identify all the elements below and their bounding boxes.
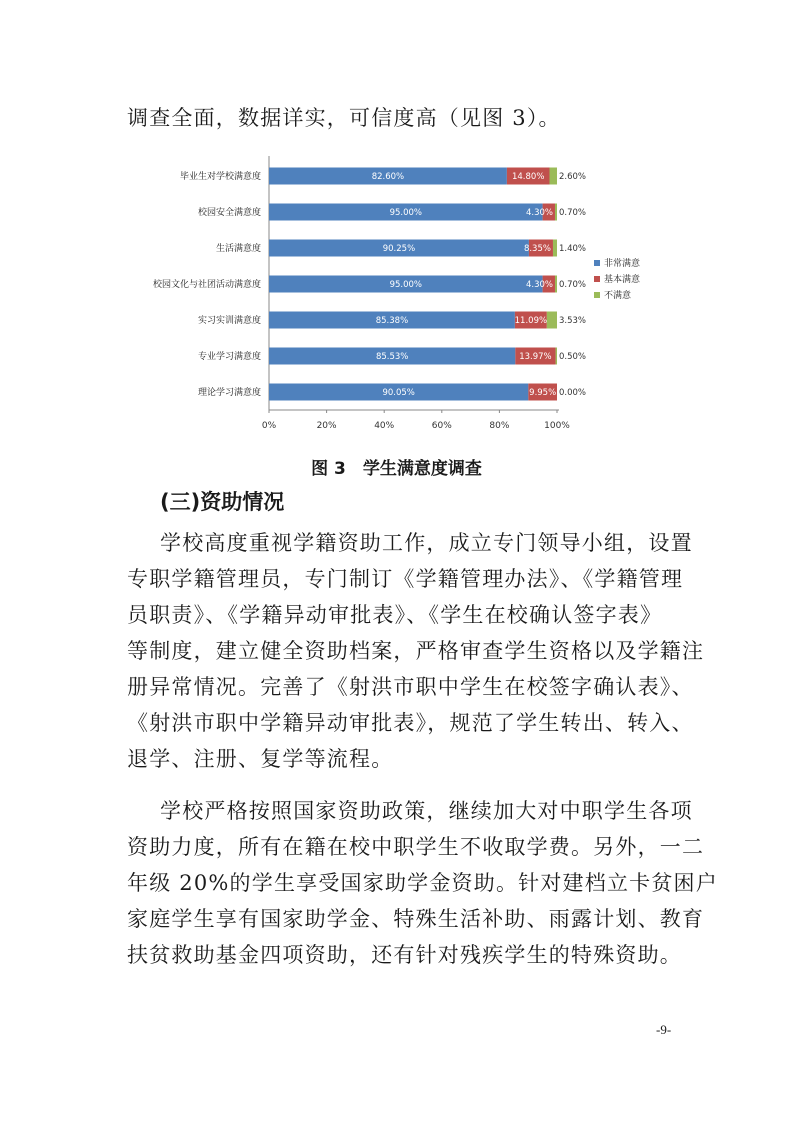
data-label: 4.30% (525, 280, 553, 290)
paragraph-line: 专职学籍管理员，专门制订《学籍管理办法》、《学籍管理 (127, 567, 684, 591)
data-label: 1.40% (559, 244, 587, 254)
data-label: 85.38% (375, 316, 409, 326)
paragraph-line: 年级 20%的学生享受国家助学金资助。针对建档立卡贫困户 (127, 871, 718, 895)
bar-segment (553, 240, 557, 257)
legend-swatch (594, 292, 600, 298)
data-label: 3.53% (559, 316, 587, 326)
data-label: 13.97% (519, 352, 552, 362)
intro-line: 调查全面，数据详实，可信度高（见图 3）。 (127, 106, 561, 130)
x-tick-label: 100% (544, 421, 570, 431)
category-label: 专业学习满意度 (197, 352, 261, 362)
paragraph-line: 学校高度重视学籍资助工作，成立专门领导小组，设置 (160, 531, 693, 555)
data-label: 85.53% (375, 352, 409, 362)
data-label: 9.95% (529, 388, 557, 398)
category-label: 实习实训满意度 (197, 316, 261, 326)
data-label: 11.09% (514, 316, 548, 326)
page-number: -9- (656, 1022, 672, 1037)
x-tick-label: 40% (374, 421, 395, 431)
category-label: 理论学习满意度 (197, 388, 261, 398)
paragraph-line: 学校严格按照国家资助政策，继续加大对中职学生各项 (160, 799, 693, 823)
x-tick-label: 20% (316, 421, 337, 431)
paragraph-line: 等制度，建立健全资助档案，严格审查学生资格以及学籍注 (127, 639, 705, 663)
paragraph-line: 扶贫救助基金四项资助，还有针对残疾学生的特殊资助。 (127, 943, 682, 967)
data-label: 90.25% (382, 244, 416, 254)
data-label: 8.35% (523, 244, 551, 254)
paragraph-line: 资助力度，所有在籍在校中职学生不收取学费。另外，一二 (127, 835, 705, 859)
data-label: 90.05% (382, 388, 415, 398)
category-label: 生活满意度 (215, 244, 261, 254)
data-label: 2.60% (559, 172, 587, 182)
legend-label: 非常满意 (604, 259, 641, 269)
data-label: 14.80% (511, 172, 545, 182)
paragraph-line: 退学、注册、复学等流程。 (127, 747, 394, 771)
data-label: 0.00% (559, 388, 587, 398)
paragraph-line: 家庭学生享有国家助学金、特殊生活补助、雨露计划、教育 (127, 907, 705, 931)
paragraph-line: 员职责》、《学籍异动审批表》、《学生在校确认签字表》 (127, 603, 663, 627)
data-label: 0.50% (559, 352, 587, 362)
data-label: 4.30% (525, 208, 553, 218)
category-label: 校园安全满意度 (197, 208, 261, 218)
legend-label: 基本满意 (604, 275, 641, 285)
bar-segment (547, 312, 557, 329)
category-label: 毕业生对学校满意度 (179, 172, 261, 182)
section-heading: (三)资助情况 (160, 490, 285, 514)
data-label: 0.70% (559, 280, 587, 290)
legend-label: 不满意 (604, 291, 632, 301)
legend-swatch (594, 260, 600, 266)
bar-segment (555, 276, 557, 293)
data-label: 95.00% (389, 208, 423, 218)
x-tick-label: 60% (431, 421, 452, 431)
x-tick-label: 0% (261, 421, 277, 431)
category-label: 校园文化与社团活动满意度 (152, 280, 261, 290)
bar-segment (555, 204, 557, 221)
satisfaction-chart (128, 150, 648, 435)
bar-segment (556, 348, 557, 365)
x-tick-label: 80% (489, 421, 510, 431)
paragraph-line: 《射洪市职中学籍异动审批表》，规范了学生转出、转入、 (127, 711, 694, 735)
figure-caption: 图 3 学生满意度调查 (311, 459, 482, 479)
legend-swatch (594, 276, 600, 282)
bar-segment (550, 168, 557, 185)
data-label: 95.00% (389, 280, 423, 290)
data-label: 0.70% (559, 208, 587, 218)
data-label: 82.60% (371, 172, 405, 182)
paragraph-line: 册异常情况。完善了《射洪市职中学生在校签字确认表》、 (127, 675, 694, 699)
